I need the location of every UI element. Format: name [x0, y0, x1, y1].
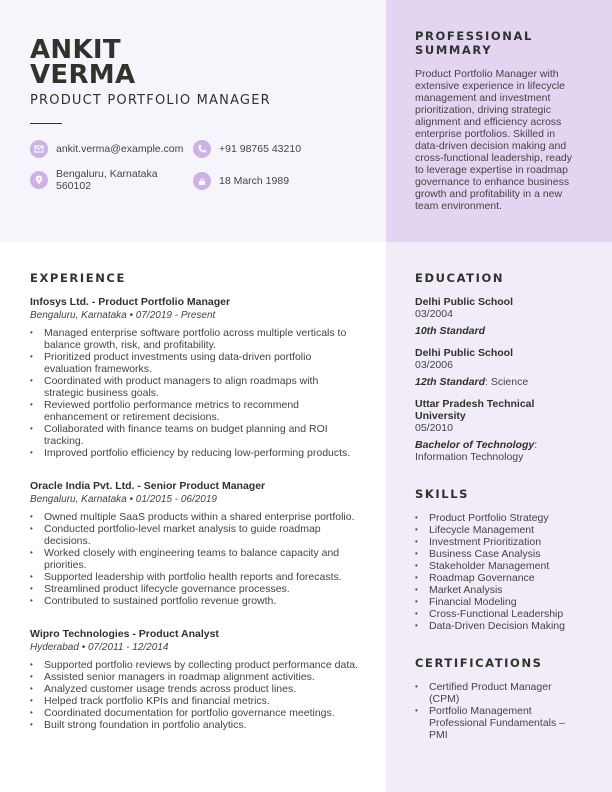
- cake-icon: [193, 172, 211, 190]
- education-heading: EDUCATION: [415, 271, 505, 285]
- list-item: • Improved portfolio efficiency by reducing low-performing products.: [30, 447, 360, 459]
- dob-text: 18 March 1989: [219, 175, 290, 187]
- skills-heading: SKILLS: [415, 487, 470, 501]
- school-name: Delhi Public School: [415, 296, 514, 308]
- experience-heading: EXPERIENCE: [30, 271, 126, 285]
- job-meta: Bengaluru, Karnataka • 01/2015 - 06/2019: [30, 494, 217, 505]
- job-entry: [30, 628, 360, 731]
- location-line2: 560102: [56, 180, 92, 192]
- divider: [30, 123, 62, 124]
- list-item: • Built strong foundation in portfolio analytics.: [30, 719, 360, 731]
- summary-heading-line1: PROFESSIONAL: [415, 29, 533, 43]
- list-item: • Managed enterprise software portfolio across multiple verticals to balance growth, risk, and profitability.: [30, 327, 360, 351]
- list-item: • Market Analysis: [415, 584, 580, 596]
- contact-email: [30, 140, 183, 158]
- education-date: 05/2010: [415, 422, 453, 434]
- job-title-heading: PRODUCT PORTFOLIO MANAGER: [30, 93, 271, 108]
- first-name: ANKIT: [30, 35, 121, 65]
- job-title: Infosys Ltd. - Product Portfolio Manager: [30, 296, 231, 308]
- list-item: • Contributed to sustained portfolio revenue growth.: [30, 595, 360, 607]
- field: : Information Technology: [415, 439, 538, 463]
- list-item: • Owned multiple SaaS products within a shared enterprise portfolio.: [30, 511, 360, 523]
- list-item: • Worked closely with engineering teams to balance capacity and priorities.: [30, 547, 360, 571]
- job-title: Oracle India Pvt. Ltd. - Senior Product Manager: [30, 480, 266, 492]
- certifications-heading: CERTIFICATIONS: [415, 656, 543, 670]
- list-item: • Assisted senior managers in roadmap alignment activities.: [30, 671, 360, 683]
- list-item: • Roadmap Governance: [415, 572, 580, 584]
- degree: Bachelor of Technology: [415, 439, 535, 451]
- certifications-list: [415, 681, 570, 741]
- list-item: • Supported portfolio reviews by collecting product performance data.: [30, 659, 360, 671]
- list-item: • Stakeholder Management: [415, 560, 580, 572]
- list-item: • Portfolio Management Professional Fundamentals – PMI: [415, 705, 570, 741]
- list-item: • Streamlined product lifecycle governance processes.: [30, 583, 360, 595]
- location-pin-icon: [30, 171, 48, 189]
- summary-heading-line2: SUMMARY: [415, 43, 493, 57]
- list-item: • Collaborated with finance teams on budget planning and ROI tracking.: [30, 423, 360, 447]
- job-meta: Hyderabad • 07/2011 - 12/2014: [30, 642, 169, 653]
- degree: 10th Standard: [415, 325, 486, 337]
- location-line1: Bengaluru, Karnataka: [56, 168, 158, 180]
- email-text[interactable]: ankit.verma@example.com: [56, 143, 184, 155]
- list-item: • Coordinated documentation for portfolio governance meetings.: [30, 707, 360, 719]
- education-entry: [415, 398, 550, 463]
- list-item: • Analyzed customer usage trends across product lines.: [30, 683, 360, 695]
- phone-icon: [193, 140, 211, 158]
- list-item: • Lifecycle Management: [415, 524, 580, 536]
- list-item: • Certified Product Manager (CPM): [415, 681, 570, 705]
- education-entry: [415, 296, 585, 337]
- list-item: • Helped track portfolio KPIs and financial metrics.: [30, 695, 360, 707]
- summary-heading: [415, 29, 533, 57]
- list-item: • Financial Modeling: [415, 596, 580, 608]
- phone-text[interactable]: +91 98765 43210: [219, 143, 302, 155]
- list-item: • Supported leadership with portfolio health reports and forecasts.: [30, 571, 360, 583]
- education-entry: [415, 347, 585, 388]
- candidate-name: [30, 35, 136, 90]
- summary-text: Product Portfolio Manager with extensive experience in lifecycle management and investment prioritization, driving strategic alignment and efficiency across enterprise portfolios. Skilled in data-driven decision making and cross-functional leadership, ready to leverage expertise in roadmap governance to enhance business growth and profitability in a new team environment.: [415, 68, 572, 212]
- list-item: • Investment Prioritization: [415, 536, 580, 548]
- job-entry: [30, 296, 360, 459]
- list-item: • Data-Driven Decision Making: [415, 620, 580, 632]
- job-meta: Bengaluru, Karnataka • 07/2019 - Present: [30, 310, 216, 321]
- education-date: 03/2004: [415, 308, 453, 320]
- field: : Science: [485, 376, 529, 388]
- envelope-icon: [30, 140, 48, 158]
- job-title: Wipro Technologies - Product Analyst: [30, 628, 219, 640]
- list-item: • Cross-Functional Leadership: [415, 608, 580, 620]
- job-entry: [30, 480, 360, 607]
- education-date: 03/2006: [415, 359, 453, 371]
- list-item: • Prioritized product investments using data-driven portfolio evaluation frameworks.: [30, 351, 360, 375]
- school-name: Delhi Public School: [415, 347, 514, 359]
- contact-dob: [193, 172, 289, 190]
- list-item: • Business Case Analysis: [415, 548, 580, 560]
- list-item: • Product Portfolio Strategy: [415, 512, 580, 524]
- list-item: • Conducted portfolio-level market analysis to guide roadmap decisions.: [30, 523, 360, 547]
- list-item: • Reviewed portfolio performance metrics to recommend enhancement or retirement decisions.: [30, 399, 360, 423]
- school-name: Uttar Pradesh Technical University: [415, 398, 535, 422]
- degree: 12th Standard: [415, 376, 486, 388]
- contact-location: [30, 168, 158, 192]
- last-name: VERMA: [30, 60, 136, 90]
- list-item: • Coordinated with product managers to align roadmaps with strategic business goals.: [30, 375, 360, 399]
- skills-list: [415, 512, 580, 632]
- contact-phone: [193, 140, 301, 158]
